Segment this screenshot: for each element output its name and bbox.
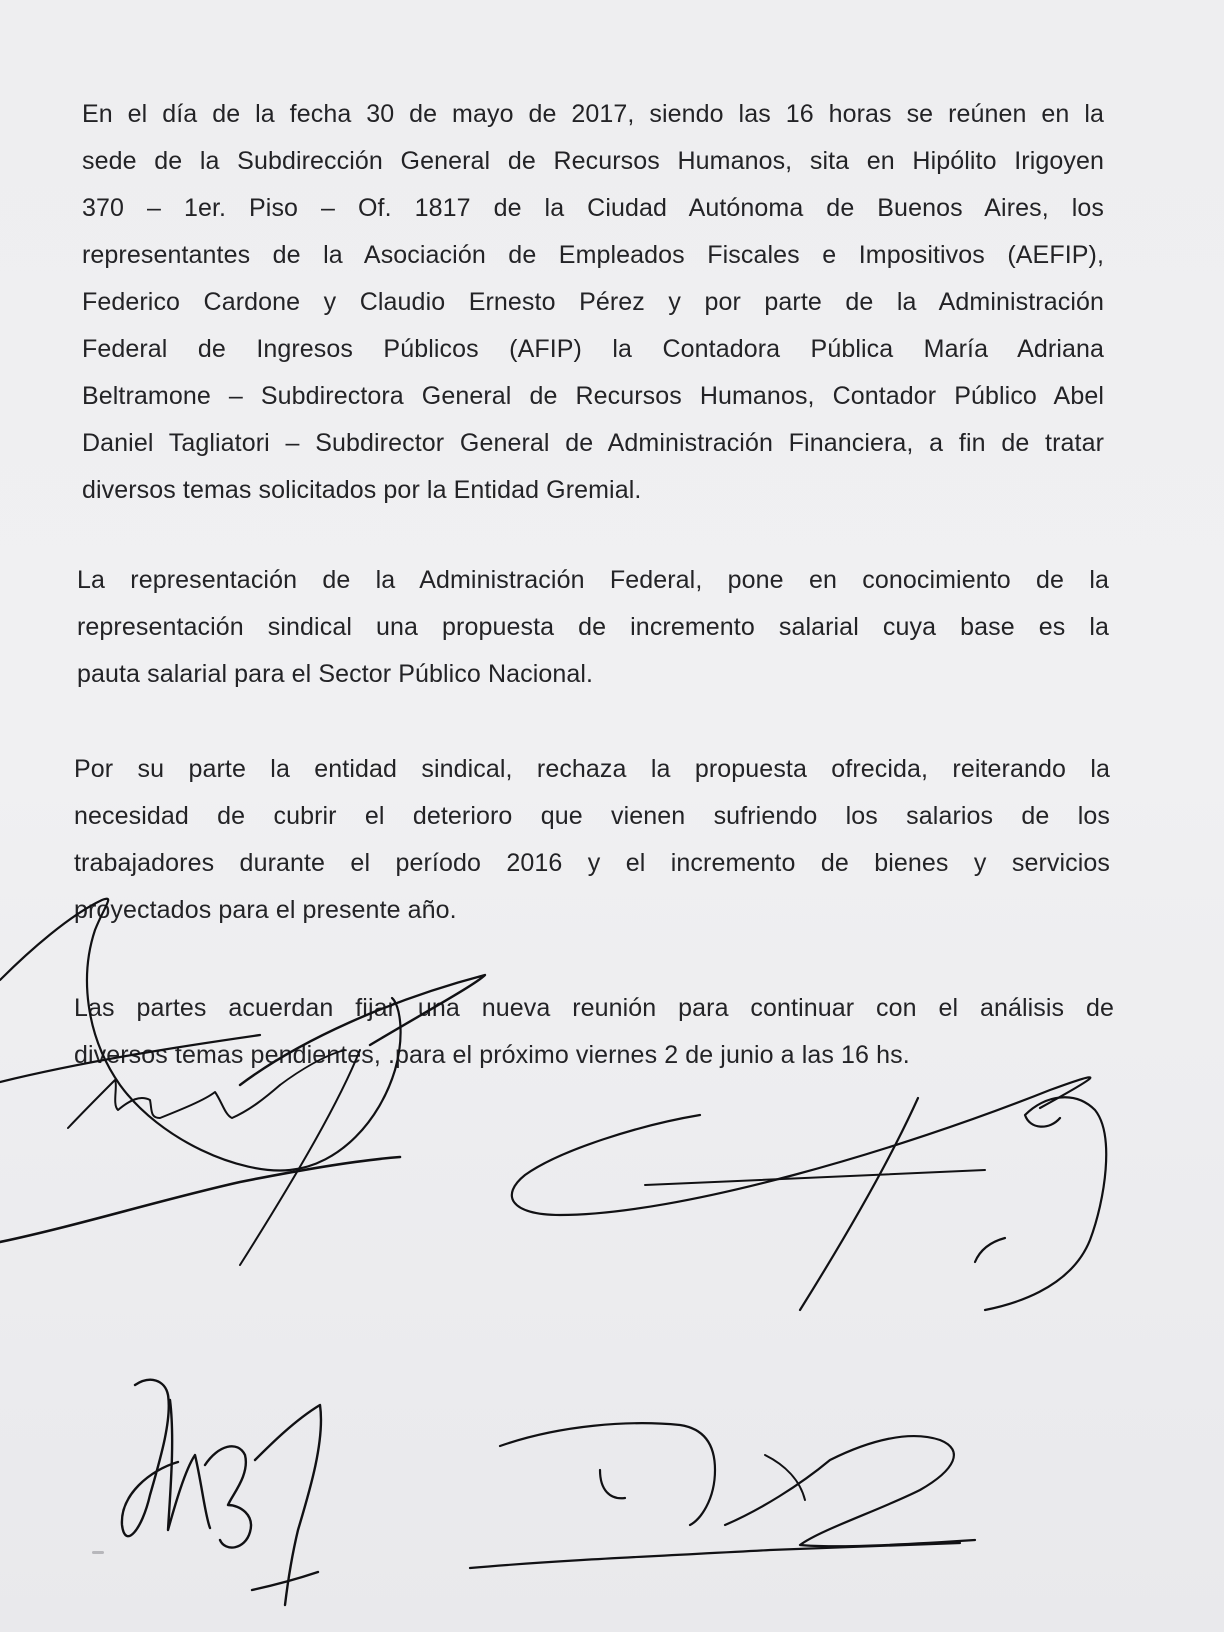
text-line: pauta salarial para el Sector Público Nacional. <box>77 660 594 688</box>
paper-mark <box>92 1551 104 1554</box>
text-line: 370 – 1er. Piso – Of. 1817 de la Ciudad Autónoma de Buenos Aires, los <box>82 194 1104 222</box>
text-line: Federico Cardone y Claudio Ernesto Pérez y por parte de la Administración <box>82 288 1104 316</box>
paragraph-federal-proposal <box>77 557 1109 698</box>
text-line: diversos temas solicitados por la Entidad Gremial. <box>82 476 642 504</box>
text-line: necesidad de cubrir el deterioro que vienen sufriendo los salarios de los <box>74 802 1110 830</box>
text-line: La representación de la Administración Federal, pone en conocimiento de la <box>77 566 1109 594</box>
signature-3 <box>122 1380 321 1605</box>
paragraph-union-response <box>74 746 1110 934</box>
text-line: Beltramone – Subdirectora General de Recursos Humanos, Contador Público Abel <box>82 382 1104 410</box>
text-line: Las partes acuerdan fijar una nueva reunión para continuar con el análisis de <box>74 994 1114 1022</box>
text-line: representantes de la Asociación de Empleados Fiscales e Impositivos (AEFIP), <box>82 241 1104 269</box>
paragraph-next-meeting <box>74 985 1114 1079</box>
paragraph-meeting-details <box>82 91 1104 514</box>
text-line: En el día de la fecha 30 de mayo de 2017, siendo las 16 horas se reúnen en la <box>82 100 1104 128</box>
text-line: proyectados para el presente año. <box>74 896 457 924</box>
signature-1 <box>0 899 485 1265</box>
text-line: diversos temas pendientes, .para el próximo viernes 2 de junio a las 16 hs. <box>74 1041 910 1069</box>
signature-2 <box>512 1077 1106 1310</box>
text-line: trabajadores durante el período 2016 y el incremento de bienes y servicios <box>74 849 1110 877</box>
signature-4 <box>470 1423 975 1568</box>
text-line: Por su parte la entidad sindical, rechaza la propuesta ofrecida, reiterando la <box>74 755 1110 783</box>
text-line: Daniel Tagliatori – Subdirector General de Administración Financiera, a fin de tratar <box>82 429 1104 457</box>
text-line: representación sindical una propuesta de incremento salarial cuya base es la <box>77 613 1109 641</box>
text-line: Federal de Ingresos Públicos (AFIP) la Contadora Pública María Adriana <box>82 335 1104 363</box>
text-line: sede de la Subdirección General de Recursos Humanos, sita en Hipólito Irigoyen <box>82 147 1104 175</box>
